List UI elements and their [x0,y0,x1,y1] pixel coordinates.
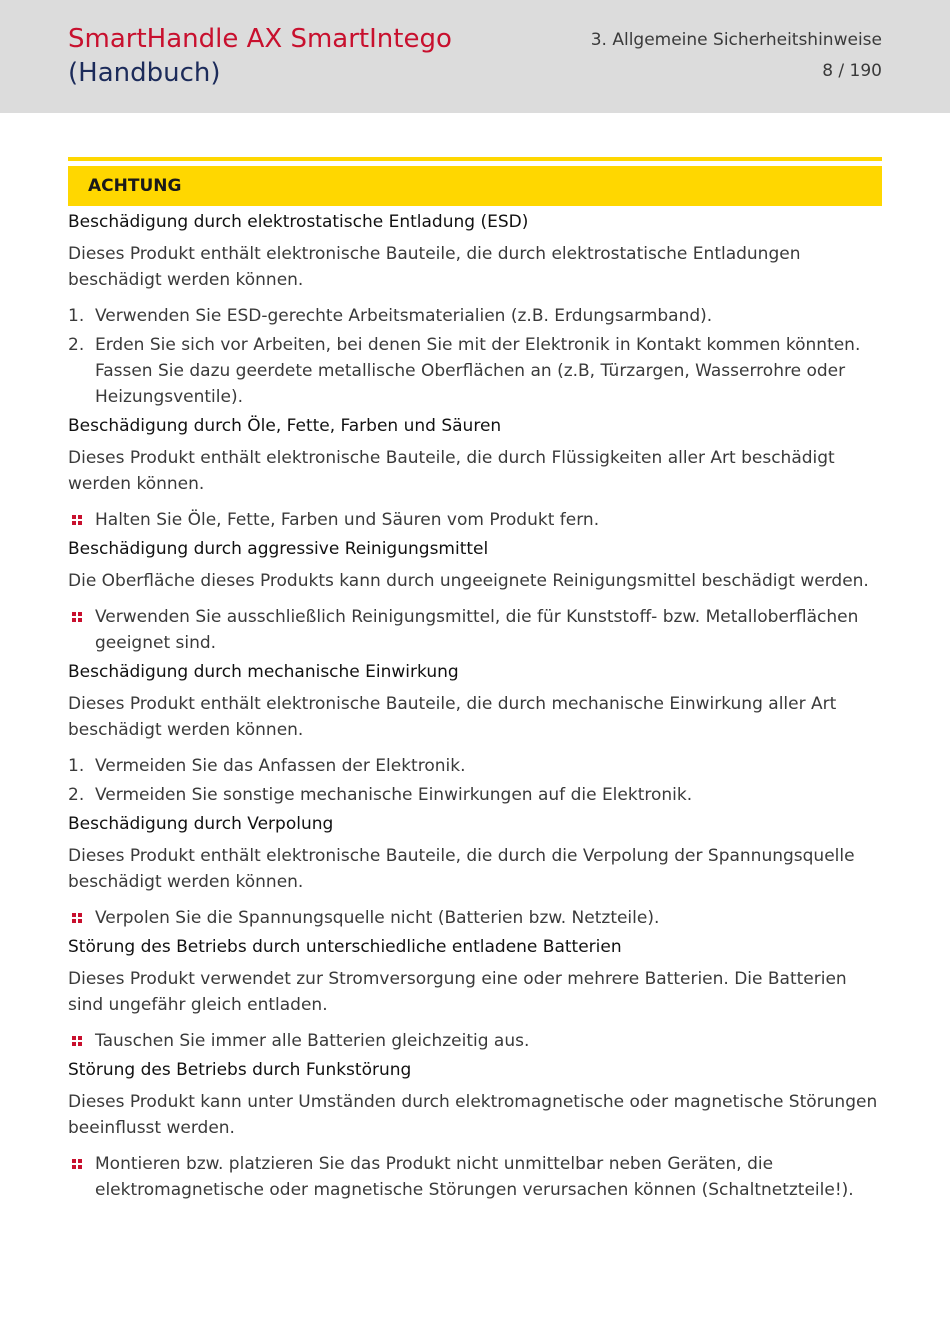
section-text: Die Oberfläche dieses Produkts kann durch ungeeignete Reinigungsmittel beschädigt werden. [68,571,869,591]
bullet-icon [72,1036,83,1047]
section-text: Dieses Produkt enthält elektronische Bauteile, die durch die Verpolung der Spannungsquelle beschädigt werden können. [68,846,855,892]
document-subtitle: (Handbuch) [68,58,221,88]
list-item [68,604,882,656]
bullet-list [68,1151,882,1203]
warning-content [68,209,882,1206]
section-title: Beschädigung durch mechanische Einwirkung [68,662,459,682]
step-number: 1. [68,306,85,326]
list-item [68,1028,882,1054]
section-title: Störung des Betriebs durch unterschiedliche entladene Batterien [68,937,622,957]
section-text: Dieses Produkt kann unter Umständen durch elektromagnetische oder magnetische Störungen beeinflusst werden. [68,1092,878,1138]
step-text: Vermeiden Sie das Anfassen der Elektronik. [95,756,466,776]
section-mechanical [68,659,882,808]
section-polarity [68,811,882,931]
list-item [68,303,882,329]
section-title: Beschädigung durch aggressive Reinigungsmittel [68,539,489,559]
bullet-icon [72,913,83,924]
bullet-icon [72,515,83,526]
step-number: 2. [68,785,85,805]
document-title: SmartHandle AX SmartIntego [68,24,452,54]
bullet-text: Halten Sie Öle, Fette, Farben und Säuren vom Produkt fern. [95,510,600,530]
bullet-list [68,905,882,931]
section-cleaning [68,536,882,656]
list-item [68,753,882,779]
bullet-icon [72,1159,83,1170]
section-batteries [68,934,882,1054]
section-oils [68,413,882,533]
warning-banner [68,166,882,206]
list-item [68,507,882,533]
bullet-list [68,604,882,656]
step-list [68,753,882,808]
bullet-icon [72,612,83,623]
step-number: 1. [68,756,85,776]
step-list [68,303,882,410]
section-title: Störung des Betriebs durch Funkstörung [68,1060,412,1080]
section-title: Beschädigung durch Öle, Fette, Farben und Säuren [68,416,502,436]
section-title: Beschädigung durch Verpolung [68,814,334,834]
section-radio-interference [68,1057,882,1203]
section-text: Dieses Produkt enthält elektronische Bauteile, die durch Flüssigkeiten aller Art beschädigt werden können. [68,448,835,494]
bullet-list [68,1028,882,1054]
section-text: Dieses Produkt enthält elektronische Bauteile, die durch elektrostatische Entladungen beschädigt werden können. [68,244,801,290]
bullet-text: Verpolen Sie die Spannungsquelle nicht (Batterien bzw. Netzteile). [95,908,660,928]
section-text: Dieses Produkt verwendet zur Stromversorgung eine oder mehrere Batterien. Die Batterien sind ungefähr gleich entladen. [68,969,847,1015]
bullet-text: Montieren bzw. platzieren Sie das Produkt nicht unmittelbar neben Geräten, die elektromagnetische oder magnetische Störungen verursachen können (Schaltnetzteile!). [95,1154,854,1200]
section-esd [68,209,882,410]
step-text: Vermeiden Sie sonstige mechanische Einwirkungen auf die Elektronik. [95,785,693,805]
page-number: 8 / 190 [822,61,882,81]
step-number: 2. [68,335,85,355]
bullet-text: Verwenden Sie ausschließlich Reinigungsmittel, die für Kunststoff- bzw. Metalloberflächen geeignet sind. [95,607,859,653]
list-item [68,905,882,931]
section-text: Dieses Produkt enthält elektronische Bauteile, die durch mechanische Einwirkung aller Art beschädigt werden können. [68,694,837,740]
page-header [0,0,950,113]
chapter-title: 3. Allgemeine Sicherheitshinweise [590,30,882,50]
list-item [68,332,882,410]
bullet-text: Tauschen Sie immer alle Batterien gleichzeitig aus. [95,1031,530,1051]
step-text: Erden Sie sich vor Arbeiten, bei denen Sie mit der Elektronik in Kontakt kommen könnten. Fassen Sie dazu geerdete metallische Oberflächen an (z.B, Türzargen, Wasserrohre oder Heizungsventile). [95,335,861,407]
warning-label: ACHTUNG [88,176,182,196]
step-text: Verwenden Sie ESD-gerechte Arbeitsmaterialien (z.B. Erdungsarmband). [95,306,713,326]
list-item [68,1151,882,1203]
warning-rule [68,157,882,161]
section-title: Beschädigung durch elektrostatische Entladung (ESD) [68,212,529,232]
bullet-list [68,507,882,533]
list-item [68,782,882,808]
